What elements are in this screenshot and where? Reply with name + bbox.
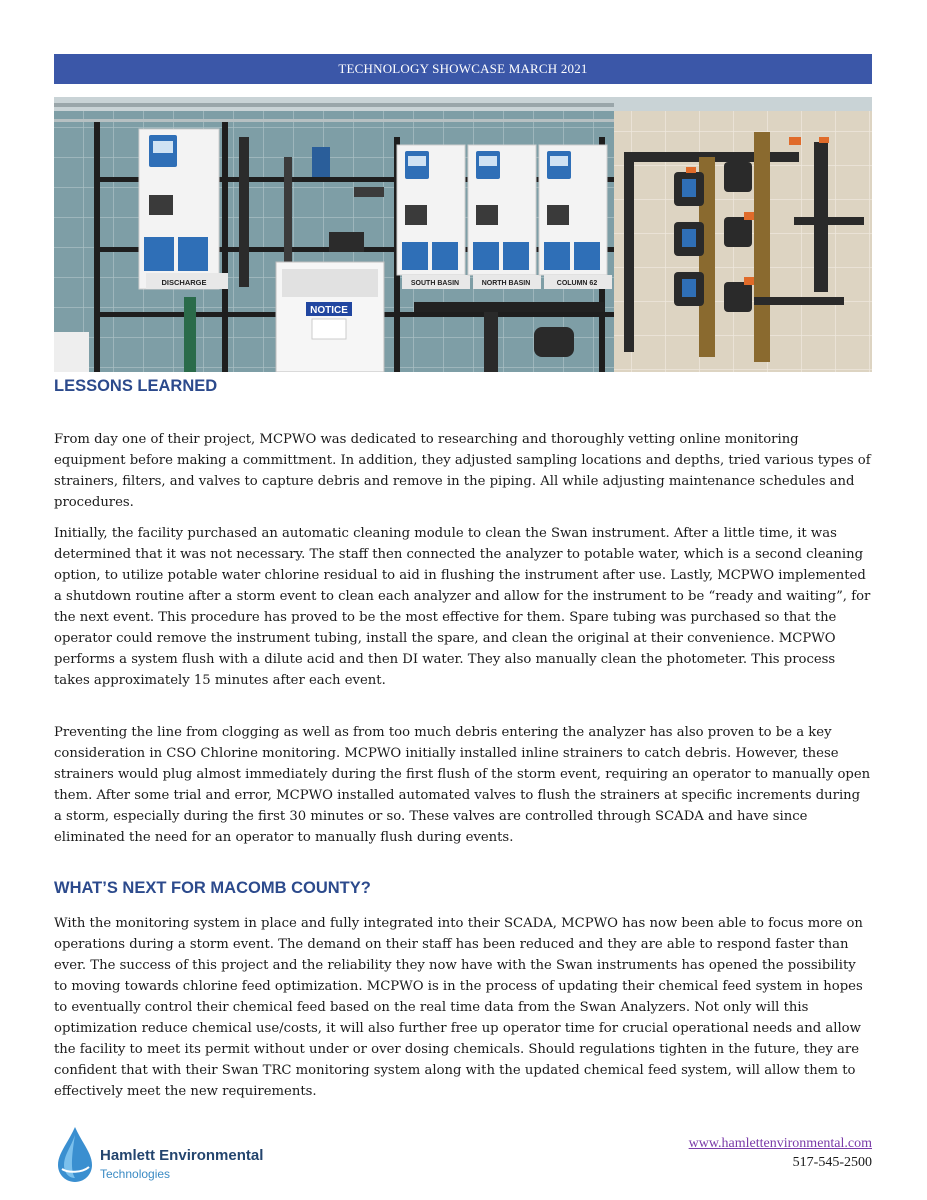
- logo-subtitle: Technologies: [100, 1167, 171, 1181]
- showcase-banner: TECHNOLOGY SHOWCASE MARCH 2021: [54, 54, 872, 84]
- panel-label: NORTH BASIN: [481, 280, 531, 287]
- whats-next-heading: WHAT’S NEXT FOR MACOMB COUNTY?: [54, 879, 371, 897]
- lessons-learned-heading: LESSONS LEARNED: [54, 377, 218, 395]
- water-drop-icon: [54, 1125, 96, 1185]
- panel-label: COLUMN 62: [556, 280, 598, 287]
- paragraph: With the monitoring system in place and fully integrated into their SCADA, MCPWO has now been able to focus more on operations during a storm event. The demand on their staff has been reduced and they are able to respond faster than ever. The success of this project and the reliability they now have with the Swan instruments has opened the possibility to moving towards chlorine feed optimization. MCPWO is in the process of updating their chemical feed system in hopes to eventually control their chemical feed based on the real time data from the Swan Analyzers. Not only will this optimization reduce chemical use/costs, it will also further free up operator time for crucial operational needs and allow the facility to meet its permit without under or over dosing chemicals. Should regulations tighten in the future, they are confident that with their Swan TRC monitoring system along with the updated chemical feed system, will allow them to effectively meet the new requirements.: [54, 916, 863, 1099]
- paragraph: From day one of their project, MCPWO was dedicated to researching and thoroughly vetting online monitoring equipment before making a committment. In addition, they adjusted sampling locations and depths, tried various types of strainers, filters, and valves to capture debris and remove in the piping. All while adjusting maintenance schedules and procedures.: [54, 432, 871, 510]
- website-link[interactable]: www.hamlettenvironmental.com: [688, 1136, 872, 1151]
- company-logo: [54, 1125, 314, 1185]
- panel-label: SOUTH BASIN: [410, 280, 460, 287]
- contact-block: [689, 1134, 872, 1172]
- phone-number: 517-545-2500: [792, 1155, 872, 1170]
- notice-sign: NOTICE: [310, 305, 348, 316]
- panel-label: DISCHARGE: [161, 278, 207, 287]
- analyzer-installation-photo: [54, 97, 872, 372]
- logo-company-name: Hamlett Environmental: [100, 1147, 264, 1164]
- paragraph: Preventing the line from clogging as well as from too much debris entering the analyzer has also proven to be a key consideration in CSO Chlorine monitoring. MCPWO initially installed inline strainers to catch debris. However, these strainers would plug almost immediately during the first flush of the storm event, requiring an operator to manually open them. After some trial and error, MCPWO installed automated valves to flush the strainers at specific increments during a storm, especially during the first 30 minutes or so. These valves are controlled through SCADA and have since eliminated the need for an operator to manually flush during events.: [54, 725, 871, 845]
- paragraph: Initially, the facility purchased an automatic cleaning module to clean the Swan instrument. After a little time, it was determined that it was not necessary. The staff then connected the analyzer to potable water, which is a second cleaning option, to utilize potable water chlorine residual to aid in flushing the instrument after use. Lastly, MCPWO implemented a shutdown routine after a storm event to clean each analyzer and allow for the instrument to be “ready and waiting”, for the next event. This procedure has proved to be the most effective for them. Spare tubing was purchased so that the operator could remove the instrument tubing, install the spare, and clean the original at their convenience. MCPWO performs a system flush with a dilute acid and then DI water. They also manually clean the photometer. This process takes approximately 15 minutes after each event.: [54, 526, 871, 688]
